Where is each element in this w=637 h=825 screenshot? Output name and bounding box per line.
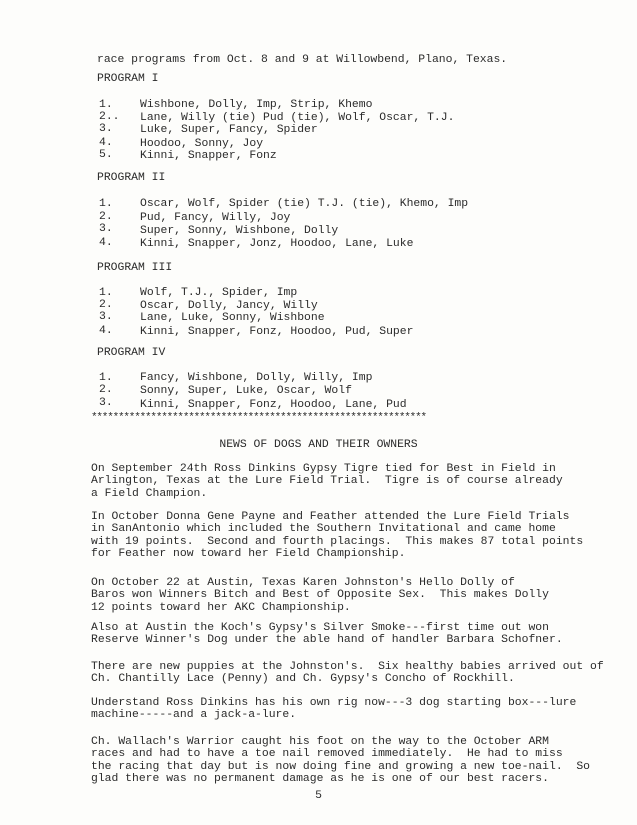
program-title: PROGRAM III xyxy=(97,262,173,274)
entry-number: 3. xyxy=(99,123,113,136)
entry-number: 4. xyxy=(99,236,113,249)
program-title: PROGRAM IV xyxy=(97,347,166,359)
entry-number: 4. xyxy=(99,136,113,149)
intro-line: race programs from Oct. 8 and 9 at Willowbend, Plano, Texas. xyxy=(97,54,508,66)
paragraph-line: Arlington, Texas at the Lure Field Trial. Tigre is of course already xyxy=(91,475,563,488)
entry-number: 4. xyxy=(99,324,113,337)
entry-text: Hoodoo, Sonny, Joy xyxy=(140,137,264,150)
entry-text: Pud, Fancy, Willy, Joy xyxy=(140,211,291,224)
entry-text: Oscar, Dolly, Jancy, Willy xyxy=(140,299,318,312)
paragraph-line: Baros won Winners Bitch and Best of Opposite Sex. This makes Dolly xyxy=(91,589,549,602)
paragraph-line: in SanAntonio which included the Southern Invitational and came home xyxy=(91,523,556,536)
paragraph-line: a Field Champion. xyxy=(91,487,208,500)
page-number: 5 xyxy=(315,790,322,802)
entry-text: Oscar, Wolf, Spider (tie) T.J. (tie), Khemo, Imp xyxy=(140,198,469,210)
paragraph-line: Understand Ross Dinkins has his own rig now---3 dog starting box---lure xyxy=(91,697,577,709)
entry-number: 2.. xyxy=(99,111,120,124)
entry-number: 3. xyxy=(99,311,113,324)
paragraph-line: Ch. Chantilly Lace (Penny) and Ch. Gypsy's Concho of Rockhill. xyxy=(91,673,515,686)
entry-text: Kinni, Snapper, Jonz, Hoodoo, Lane, Luke xyxy=(140,238,414,251)
entry-number: 1. xyxy=(99,99,113,111)
entry-text: Kinni, Snapper, Fonz, Hoodoo, Pud, Super xyxy=(140,325,414,338)
entry-number: 2. xyxy=(99,384,113,397)
program-title: PROGRAM I xyxy=(97,73,159,85)
paragraph-line: the racing that day but is now doing fine and growing a new toe-nail. So xyxy=(91,760,590,773)
paragraph-line: glad there was no permanent damage as he is one of our best racers. xyxy=(91,773,549,786)
entry-number: 1. xyxy=(99,287,113,299)
paragraph-line: for Feather now toward her Field Championship. xyxy=(91,548,406,561)
paragraph-line: 12 points toward her AKC Championship. xyxy=(91,601,351,614)
entry-number: 3. xyxy=(99,397,113,410)
paragraph-line: On October 22 at Austin, Texas Karen Johnston's Hello Dolly of xyxy=(91,577,515,589)
entry-text: Wishbone, Dolly, Imp, Strip, Khemo xyxy=(140,99,373,111)
entry-text: Lane, Luke, Sonny, Wishbone xyxy=(140,312,325,325)
program-title: PROGRAM II xyxy=(97,172,166,184)
paragraph-line: with 19 points. Second and fourth placings. This makes 87 total points xyxy=(91,535,584,548)
paragraph-line: Ch. Wallach's Warrior caught his foot on the way to the October ARM xyxy=(91,736,549,748)
entry-text: Luke, Super, Fancy, Spider xyxy=(140,124,318,137)
entry-number: 1. xyxy=(99,372,113,384)
paragraph-line: machine-----and a jack-a-lure. xyxy=(91,709,297,722)
paragraph-line: On September 24th Ross Dinkins Gypsy Tigre tied for Best in Field in xyxy=(91,463,556,475)
entry-number: 1. xyxy=(99,198,113,210)
paragraph-line: Reserve Winner's Dog under the able hand of handler Barbara Schofner. xyxy=(91,634,563,647)
entry-number: 2. xyxy=(99,211,113,224)
asterisk-divider: ************************************************************** xyxy=(91,412,426,424)
entry-text: Kinni, Snapper, Fonz xyxy=(140,150,277,163)
entry-number: 2. xyxy=(99,299,113,312)
paragraph-line: In October Donna Gene Payne and Feather attended the Lure Field Trials xyxy=(91,511,570,523)
entry-text: Lane, Willy (tie) Pud (tie), Wolf, Oscar, T.J. xyxy=(140,111,455,124)
paragraph-line: There are new puppies at the Johnston's. Six healthy babies arrived out of xyxy=(91,661,604,673)
entry-number: 3. xyxy=(99,223,113,236)
news-heading: NEWS OF DOGS AND THEIR OWNERS xyxy=(219,439,418,451)
paragraph-line: Also at Austin the Koch's Gypsy's Silver Smoke---first time out won xyxy=(91,622,549,634)
entry-text: Kinni, Snapper, Fonz, Hoodoo, Lane, Pud xyxy=(140,398,407,411)
entry-text: Fancy, Wishbone, Dolly, Willy, Imp xyxy=(140,372,373,384)
entry-text: Super, Sonny, Wishbone, Dolly xyxy=(140,224,339,237)
entry-text: Sonny, Super, Luke, Oscar, Wolf xyxy=(140,384,352,397)
entry-number: 5. xyxy=(99,148,113,161)
paragraph-line: races and had to have a toe nail removed immediately. He had to miss xyxy=(91,748,563,761)
entry-text: Wolf, T.J., Spider, Imp xyxy=(140,287,298,299)
